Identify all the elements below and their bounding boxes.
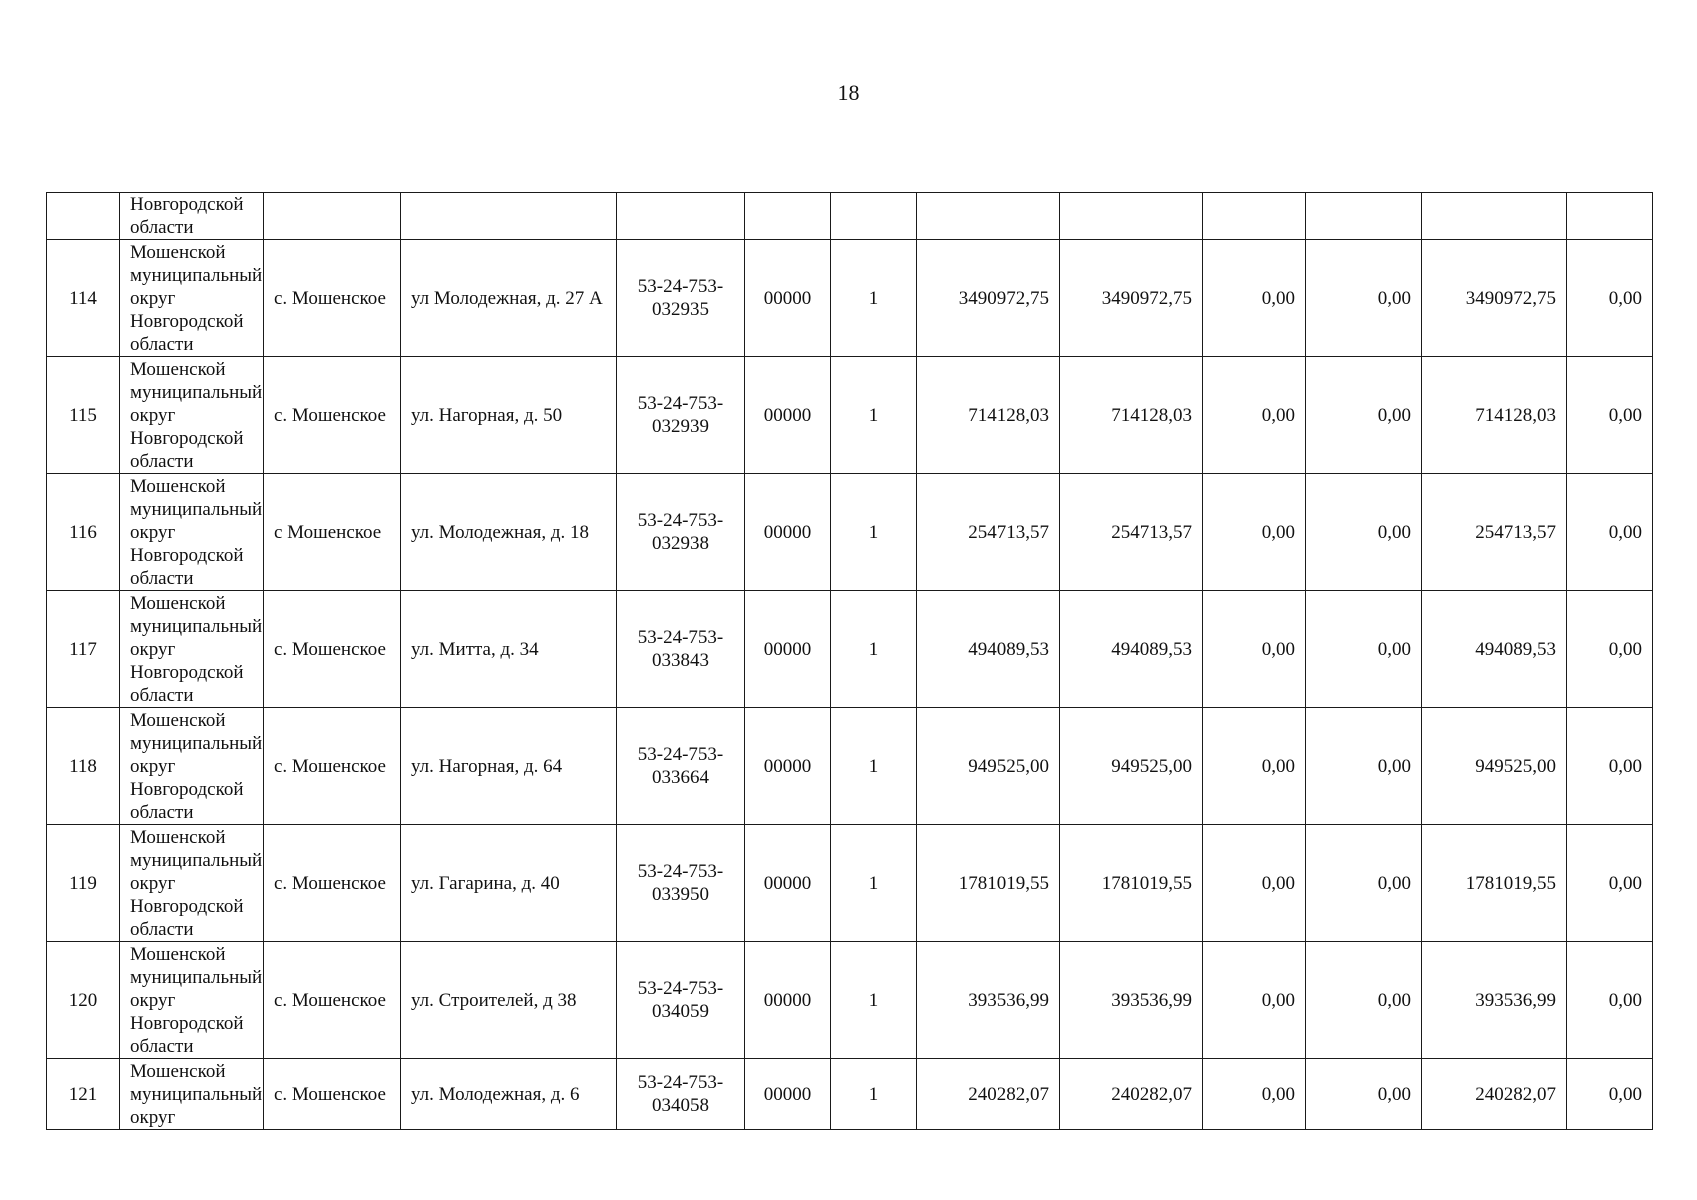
cell-amount-b: 0,00 <box>1203 357 1306 474</box>
cell-municipality: Мошенской муниципальный округ Новгородской области <box>120 357 264 474</box>
cell-amount-d: 3490972,75 <box>1422 240 1567 357</box>
cell-num: 118 <box>47 708 120 825</box>
cell-municipality: Мошенской муниципальный округ Новгородской области <box>120 942 264 1059</box>
cell-address: ул. Митта, д. 34 <box>401 591 617 708</box>
cell-amount-total: 714128,03 <box>917 357 1060 474</box>
cell-amount-d: 254713,57 <box>1422 474 1567 591</box>
cell-code2: 00000 <box>745 942 831 1059</box>
cell-address: ул. Гагарина, д. 40 <box>401 825 617 942</box>
cell-cadastral-code: 53-24-753-032938 <box>617 474 745 591</box>
cell-num: 117 <box>47 591 120 708</box>
cell-amount-a: 1781019,55 <box>1060 825 1203 942</box>
cell-amount-b: 0,00 <box>1203 474 1306 591</box>
cell-locality: с. Мошенское <box>264 708 401 825</box>
cell-code2: 00000 <box>745 474 831 591</box>
cell-code2: 00000 <box>745 1059 831 1130</box>
cell-municipality: Мошенской муниципальный округ Новгородской области <box>120 240 264 357</box>
cell-num: 116 <box>47 474 120 591</box>
cell-amount-c <box>1306 193 1422 240</box>
cell-code2: 00000 <box>745 825 831 942</box>
cell-amount-e: 0,00 <box>1567 240 1653 357</box>
page-number: 18 <box>837 80 860 105</box>
cell-municipality: Мошенской муниципальный округ Новгородской области <box>120 474 264 591</box>
cell-locality: с. Мошенское <box>264 942 401 1059</box>
cell-num: 115 <box>47 357 120 474</box>
cell-amount-c: 0,00 <box>1306 357 1422 474</box>
cell-locality: с. Мошенское <box>264 1059 401 1130</box>
cell-cadastral-code: 53-24-753-034059 <box>617 942 745 1059</box>
table-row <box>47 474 1653 591</box>
cell-amount-e: 0,00 <box>1567 357 1653 474</box>
cell-municipality: Мошенской муниципальный округ Новгородской области <box>120 591 264 708</box>
cell-municipality: Мошенской муниципальный округ Новгородской области <box>120 708 264 825</box>
cell-count: 1 <box>831 1059 917 1130</box>
cell-address: ул Молодежная, д. 27 А <box>401 240 617 357</box>
cell-amount-b: 0,00 <box>1203 240 1306 357</box>
cell-address <box>401 193 617 240</box>
cell-cadastral-code: 53-24-753-032935 <box>617 240 745 357</box>
cell-count <box>831 193 917 240</box>
cell-address: ул. Нагорная, д. 50 <box>401 357 617 474</box>
cell-address: ул. Молодежная, д. 18 <box>401 474 617 591</box>
cell-amount-b: 0,00 <box>1203 708 1306 825</box>
table-row <box>47 942 1653 1059</box>
cell-amount-c: 0,00 <box>1306 825 1422 942</box>
cell-amount-a: 393536,99 <box>1060 942 1203 1059</box>
cell-amount-d: 1781019,55 <box>1422 825 1567 942</box>
cell-amount-total: 1781019,55 <box>917 825 1060 942</box>
table-row <box>47 708 1653 825</box>
cell-locality: с Мошенское <box>264 474 401 591</box>
cell-amount-a <box>1060 193 1203 240</box>
cell-amount-c: 0,00 <box>1306 708 1422 825</box>
cell-amount-total <box>917 193 1060 240</box>
cell-code2: 00000 <box>745 240 831 357</box>
cell-amount-e: 0,00 <box>1567 1059 1653 1130</box>
cell-amount-c: 0,00 <box>1306 591 1422 708</box>
table-row <box>47 1059 1653 1130</box>
cell-amount-b <box>1203 193 1306 240</box>
cell-num: 121 <box>47 1059 120 1130</box>
cell-municipality: Новгородской области <box>120 193 264 240</box>
cell-amount-b: 0,00 <box>1203 1059 1306 1130</box>
cell-code2: 00000 <box>745 708 831 825</box>
cell-amount-total: 494089,53 <box>917 591 1060 708</box>
cell-amount-e <box>1567 193 1653 240</box>
cell-amount-e: 0,00 <box>1567 708 1653 825</box>
cell-amount-a: 949525,00 <box>1060 708 1203 825</box>
cell-amount-a: 254713,57 <box>1060 474 1203 591</box>
cell-amount-a: 240282,07 <box>1060 1059 1203 1130</box>
cell-amount-b: 0,00 <box>1203 825 1306 942</box>
cell-municipality: Мошенской муниципальный округ Новгородской области <box>120 825 264 942</box>
cell-amount-d: 240282,07 <box>1422 1059 1567 1130</box>
cell-locality: с. Мошенское <box>264 825 401 942</box>
cell-cadastral-code: 53-24-753-033950 <box>617 825 745 942</box>
cell-cadastral-code: 53-24-753-033664 <box>617 708 745 825</box>
cell-amount-e: 0,00 <box>1567 474 1653 591</box>
cell-amount-e: 0,00 <box>1567 591 1653 708</box>
cell-amount-c: 0,00 <box>1306 240 1422 357</box>
cell-locality: с. Мошенское <box>264 357 401 474</box>
cell-address: ул. Строителей, д 38 <box>401 942 617 1059</box>
cell-cadastral-code: 53-24-753-033843 <box>617 591 745 708</box>
cell-amount-total: 393536,99 <box>917 942 1060 1059</box>
cell-count: 1 <box>831 357 917 474</box>
cell-amount-total: 949525,00 <box>917 708 1060 825</box>
cell-amount-b: 0,00 <box>1203 591 1306 708</box>
table-row <box>47 240 1653 357</box>
cell-locality <box>264 193 401 240</box>
table-row <box>47 591 1653 708</box>
cell-count: 1 <box>831 591 917 708</box>
cell-num <box>47 193 120 240</box>
cell-amount-d: 949525,00 <box>1422 708 1567 825</box>
cell-count: 1 <box>831 474 917 591</box>
cell-count: 1 <box>831 240 917 357</box>
cell-amount-a: 3490972,75 <box>1060 240 1203 357</box>
cell-code2 <box>745 193 831 240</box>
table-body <box>47 193 1653 1130</box>
cell-code2: 00000 <box>745 357 831 474</box>
cell-cadastral-code: 53-24-753-032939 <box>617 357 745 474</box>
cell-amount-e: 0,00 <box>1567 942 1653 1059</box>
cell-amount-d: 714128,03 <box>1422 357 1567 474</box>
cell-amount-c: 0,00 <box>1306 942 1422 1059</box>
cell-amount-c: 0,00 <box>1306 474 1422 591</box>
cell-count: 1 <box>831 942 917 1059</box>
cell-amount-d: 494089,53 <box>1422 591 1567 708</box>
cell-amount-c: 0,00 <box>1306 1059 1422 1130</box>
table-row-continuation <box>47 193 1653 240</box>
cell-amount-total: 240282,07 <box>917 1059 1060 1130</box>
cell-amount-b: 0,00 <box>1203 942 1306 1059</box>
cell-cadastral-code: 53-24-753-034058 <box>617 1059 745 1130</box>
cell-address: ул. Нагорная, д. 64 <box>401 708 617 825</box>
cell-amount-e: 0,00 <box>1567 825 1653 942</box>
cell-code2: 00000 <box>745 591 831 708</box>
cell-num: 114 <box>47 240 120 357</box>
cell-locality: с. Мошенское <box>264 591 401 708</box>
cell-count: 1 <box>831 708 917 825</box>
cell-amount-total: 3490972,75 <box>917 240 1060 357</box>
cell-municipality: Мошенской муниципальный округ <box>120 1059 264 1130</box>
cell-amount-a: 714128,03 <box>1060 357 1203 474</box>
registry-table <box>46 192 1653 1130</box>
cell-address: ул. Молодежная, д. 6 <box>401 1059 617 1130</box>
cell-num: 120 <box>47 942 120 1059</box>
cell-count: 1 <box>831 825 917 942</box>
table-row <box>47 825 1653 942</box>
cell-amount-a: 494089,53 <box>1060 591 1203 708</box>
cell-amount-d: 393536,99 <box>1422 942 1567 1059</box>
cell-locality: с. Мошенское <box>264 240 401 357</box>
cell-amount-d <box>1422 193 1567 240</box>
cell-cadastral-code <box>617 193 745 240</box>
cell-amount-total: 254713,57 <box>917 474 1060 591</box>
table-row <box>47 357 1653 474</box>
cell-num: 119 <box>47 825 120 942</box>
